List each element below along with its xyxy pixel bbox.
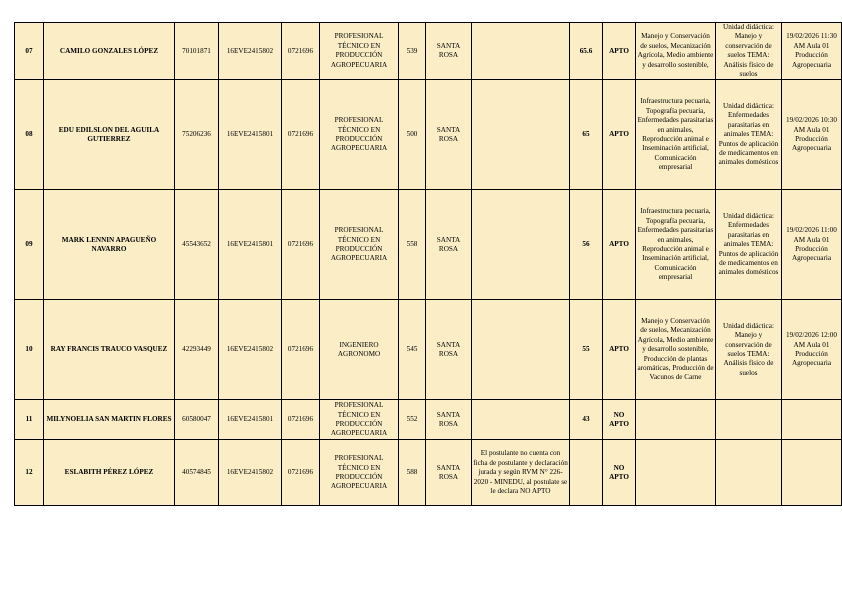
status-badge: APTO (603, 190, 636, 300)
applicant-name: MILYNOELIA SAN MARTIN FLORES (44, 400, 175, 440)
observation (472, 23, 570, 80)
dni: 40574845 (175, 440, 219, 506)
results-sheet (14, 22, 842, 506)
schedule: 19/02/2026 11:30 AM Aula 01 Producción Agropecuaria (782, 23, 842, 80)
career: PROFESIONAL TÉCNICO EN PRODUCCIÓN AGROPECUARIA (320, 400, 399, 440)
schedule (782, 440, 842, 506)
observation (472, 190, 570, 300)
status-badge: APTO (603, 80, 636, 190)
didactic-unit: Unidad didáctica: Enfermedades parasitarias en animales TEMA: Puntos de aplicación de medicamentos en animales domésticos (716, 190, 782, 300)
observation: El postulante no cuenta con ficha de postulante y declaración jurada y según RVM N° 226-2020 - MINEDU, al postulate se le declara NO APTO (472, 440, 570, 506)
topics: Infraestructura pecuaria, Topografía pecuaria, Enfermedades parasitarias en animales, Reproducción animal e Inseminación artificial, Comunicación empresarial (636, 190, 716, 300)
location: SANTA ROSA (426, 440, 472, 506)
status-badge: APTO (603, 23, 636, 80)
location: SANTA ROSA (426, 400, 472, 440)
didactic-unit (716, 440, 782, 506)
ugel-code: 588 (399, 440, 426, 506)
observation (472, 80, 570, 190)
modular-code: 0721696 (282, 300, 320, 400)
schedule: 19/02/2026 12:00 AM Aula 01 Producción Agropecuaria (782, 300, 842, 400)
application-code: 16EVE2415802 (219, 23, 282, 80)
application-code: 16EVE2415801 (219, 190, 282, 300)
status-badge: NO APTO (603, 400, 636, 440)
status-badge: APTO (603, 300, 636, 400)
status-badge: NO APTO (603, 440, 636, 506)
row-number: 10 (15, 300, 44, 400)
applicant-name: CAMILO GONZALES LÓPEZ (44, 23, 175, 80)
modular-code: 0721696 (282, 190, 320, 300)
applicant-name: ESLABITH PÉREZ LÓPEZ (44, 440, 175, 506)
location: SANTA ROSA (426, 23, 472, 80)
row-number: 07 (15, 23, 44, 80)
dni: 70101871 (175, 23, 219, 80)
table-row (15, 23, 842, 80)
score (570, 440, 603, 506)
schedule: 19/02/2026 11:00 AM Aula 01 Producción Agropecuaria (782, 190, 842, 300)
application-code: 16EVE2415802 (219, 440, 282, 506)
row-number: 08 (15, 80, 44, 190)
row-number: 12 (15, 440, 44, 506)
didactic-unit (716, 400, 782, 440)
didactic-unit: Unidad didáctica: Manejo y conservación de suelos TEMA: Análisis físico de suelos (716, 300, 782, 400)
ugel-code: 552 (399, 400, 426, 440)
dni: 42293449 (175, 300, 219, 400)
career: PROFESIONAL TÉCNICO EN PRODUCCIÓN AGROPECUARIA (320, 440, 399, 506)
topics: Infraestructura pecuaria, Topografía pecuaria, Enfermedades parasitarias en animales, Reproducción animal e Inseminación artificial, Comunicación empresarial (636, 80, 716, 190)
ugel-code: 558 (399, 190, 426, 300)
topics (636, 440, 716, 506)
table-row (15, 300, 842, 400)
didactic-unit: Unidad didáctica: Manejo y conservación de suelos TEMA: Análisis físico de suelos (716, 23, 782, 80)
applicant-name: EDU EDILSLON DEL AGUILA GUTIERREZ (44, 80, 175, 190)
modular-code: 0721696 (282, 440, 320, 506)
location: SANTA ROSA (426, 190, 472, 300)
results-table (14, 22, 842, 506)
career: PROFESIONAL TÉCNICO EN PRODUCCIÓN AGROPECUARIA (320, 23, 399, 80)
location: SANTA ROSA (426, 300, 472, 400)
topics (636, 400, 716, 440)
topics: Manejo y Conservación de suelos, Mecanización Agrícola, Medio ambiente y desarrollo sostenible, Producción de plantas aromáticas, Producción de Vacunos de Carne (636, 300, 716, 400)
modular-code: 0721696 (282, 400, 320, 440)
ugel-code: 500 (399, 80, 426, 190)
dni: 75206236 (175, 80, 219, 190)
career: INGENIERO AGRONOMO (320, 300, 399, 400)
ugel-code: 545 (399, 300, 426, 400)
career: PROFESIONAL TÉCNICO EN PRODUCCIÓN AGROPECUARIA (320, 190, 399, 300)
applicant-name: MARK LENNIN APAGUEÑO NAVARRO (44, 190, 175, 300)
schedule (782, 400, 842, 440)
career: PROFESIONAL TÉCNICO EN PRODUCCIÓN AGROPECUARIA (320, 80, 399, 190)
application-code: 16EVE2415801 (219, 400, 282, 440)
didactic-unit: Unidad didáctica: Enfermedades parasitarias en animales TEMA: Puntos de aplicación de medicamentos en animales domésticos (716, 80, 782, 190)
score: 65 (570, 80, 603, 190)
application-code: 16EVE2415802 (219, 300, 282, 400)
observation (472, 300, 570, 400)
score: 43 (570, 400, 603, 440)
schedule: 19/02/2026 10:30 AM Aula 01 Producción Agropecuaria (782, 80, 842, 190)
topics: Manejo y Conservación de suelos, Mecanización Agrícola, Medio ambiente y desarrollo sostenible, (636, 23, 716, 80)
table-row (15, 80, 842, 190)
ugel-code: 539 (399, 23, 426, 80)
row-number: 11 (15, 400, 44, 440)
applicant-name: RAY FRANCIS TRAUCO VASQUEZ (44, 300, 175, 400)
score: 65.6 (570, 23, 603, 80)
dni: 60580047 (175, 400, 219, 440)
modular-code: 0721696 (282, 23, 320, 80)
table-row (15, 190, 842, 300)
score: 55 (570, 300, 603, 400)
score: 56 (570, 190, 603, 300)
location: SANTA ROSA (426, 80, 472, 190)
table-row (15, 440, 842, 506)
application-code: 16EVE2415801 (219, 80, 282, 190)
modular-code: 0721696 (282, 80, 320, 190)
observation (472, 400, 570, 440)
table-row (15, 400, 842, 440)
row-number: 09 (15, 190, 44, 300)
dni: 45543652 (175, 190, 219, 300)
